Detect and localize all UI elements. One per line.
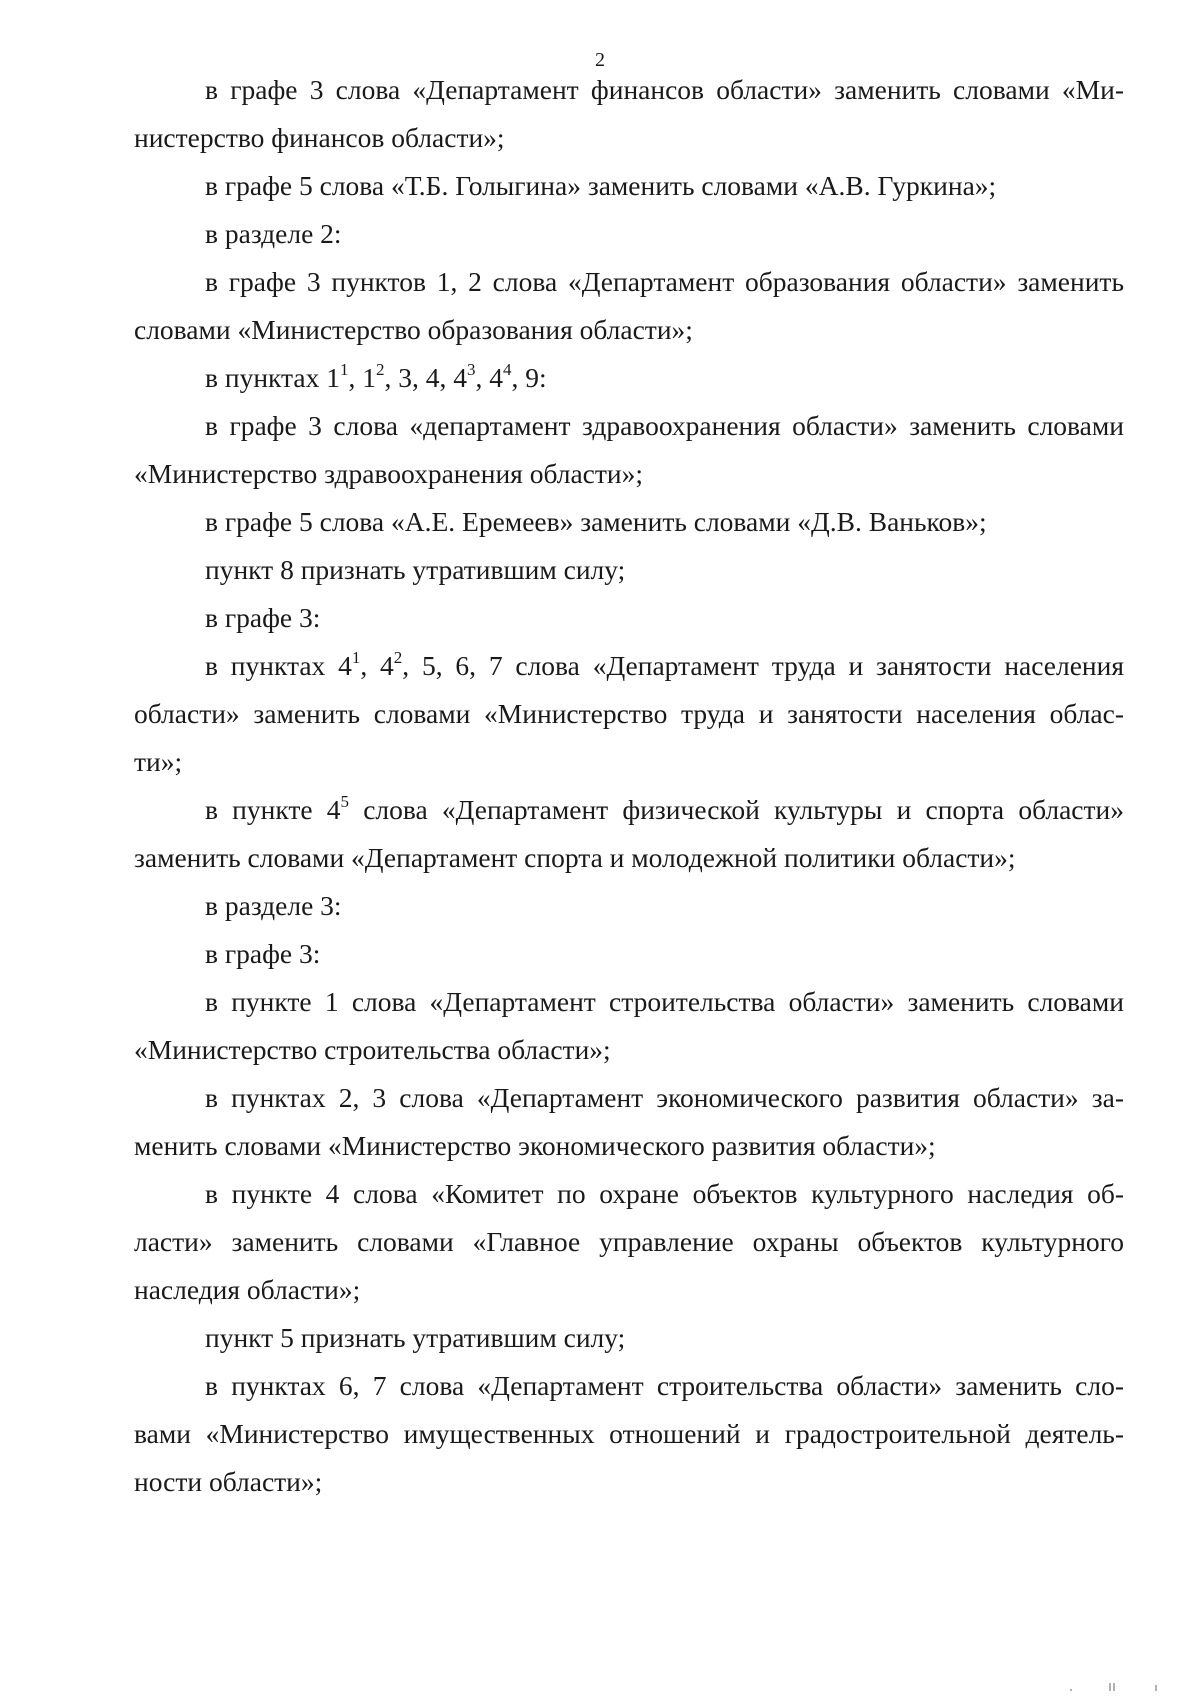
- superscript: 3: [466, 359, 476, 379]
- text-fragment: в пунктах 4: [205, 650, 352, 681]
- text-line: ласти» заменить словами «Главное управление охраны объектов культурного: [134, 1226, 1124, 1257]
- superscript: 2: [375, 359, 385, 379]
- text-fragment: , 3, 4, 4: [384, 362, 467, 393]
- text-line: в разделе 3:: [205, 890, 342, 921]
- superscript: 2: [393, 647, 403, 667]
- text-line: в пунктах 6, 7 слова «Департамент строительства области» заменить сло-: [205, 1370, 1124, 1401]
- text-line: [134, 786, 1124, 834]
- text-line: ти»;: [134, 746, 183, 777]
- text-line: в пункте 1 слова «Департамент строительства области» заменить словами: [205, 986, 1124, 1017]
- superscript: 1: [351, 647, 361, 667]
- text-fragment: слова «Департамент физической культуры и спорта области»: [349, 794, 1124, 825]
- text-line: «Министерство здравоохранения области»;: [134, 458, 644, 489]
- text-line: в разделе 2:: [205, 218, 342, 249]
- scan-artifact: [1070, 1681, 1160, 1691]
- text-line: в пункте 4 слова «Комитет по охране объектов культурного наследия об-: [205, 1178, 1124, 1209]
- text-line: пункт 5 признать утратившим силу;: [205, 1322, 626, 1353]
- text-line: в пунктах 2, 3 слова «Департамент экономического развития области» за-: [205, 1082, 1124, 1113]
- text-line: в графе 5 слова «Т.Б. Голыгина» заменить словами «А.В. Гуркина»;: [205, 170, 997, 201]
- superscript: 5: [340, 791, 350, 811]
- text-line: вами «Министерство имущественных отношений и градостроительной деятель-: [134, 1418, 1124, 1449]
- text-line: в графе 3:: [205, 938, 321, 969]
- text-line: менить словами «Министерство экономического развития области»;: [134, 1130, 936, 1161]
- text-fragment: , 4: [360, 650, 394, 681]
- text-line: [134, 642, 1124, 690]
- text-line: [134, 354, 1124, 402]
- text-line: в графе 3 пунктов 1, 2 слова «Департамент образования области» заменить: [205, 266, 1124, 297]
- text-line: в графе 3 слова «Департамент финансов области» заменить словами «Ми-: [205, 74, 1124, 105]
- text-line: заменить словами «Департамент спорта и молодежной политики области»;: [134, 842, 1016, 873]
- text-fragment: , 1: [348, 362, 376, 393]
- text-line: нистерство финансов области»;: [134, 122, 505, 153]
- text-line: в графе 5 слова «А.Е. Еремеев» заменить словами «Д.В. Ваньков»;: [205, 506, 987, 537]
- text-fragment: в пунктах 1: [205, 362, 340, 393]
- superscript: 4: [502, 359, 512, 379]
- text-fragment: , 9:: [511, 362, 547, 393]
- text-line: в графе 3:: [205, 602, 321, 633]
- superscript: 1: [339, 359, 349, 379]
- document-body: [134, 66, 1124, 1506]
- text-fragment: в пункте 4: [205, 794, 341, 825]
- text-line: словами «Министерство образования области»;: [134, 314, 693, 345]
- text-line: «Министерство строительства области»;: [134, 1034, 611, 1065]
- text-line: в графе 3 слова «департамент здравоохранения области» заменить словами: [205, 410, 1124, 441]
- text-line: наследия области»;: [134, 1274, 361, 1305]
- text-line: пункт 8 признать утратившим силу;: [205, 554, 626, 585]
- text-fragment: , 4: [475, 362, 503, 393]
- text-fragment: , 5, 6, 7 слова «Департамент труда и занятости населения: [402, 650, 1124, 681]
- text-line: области» заменить словами «Министерство труда и занятости населения облас-: [134, 698, 1124, 729]
- text-line: ности области»;: [134, 1466, 323, 1497]
- page-number: 2: [595, 49, 605, 71]
